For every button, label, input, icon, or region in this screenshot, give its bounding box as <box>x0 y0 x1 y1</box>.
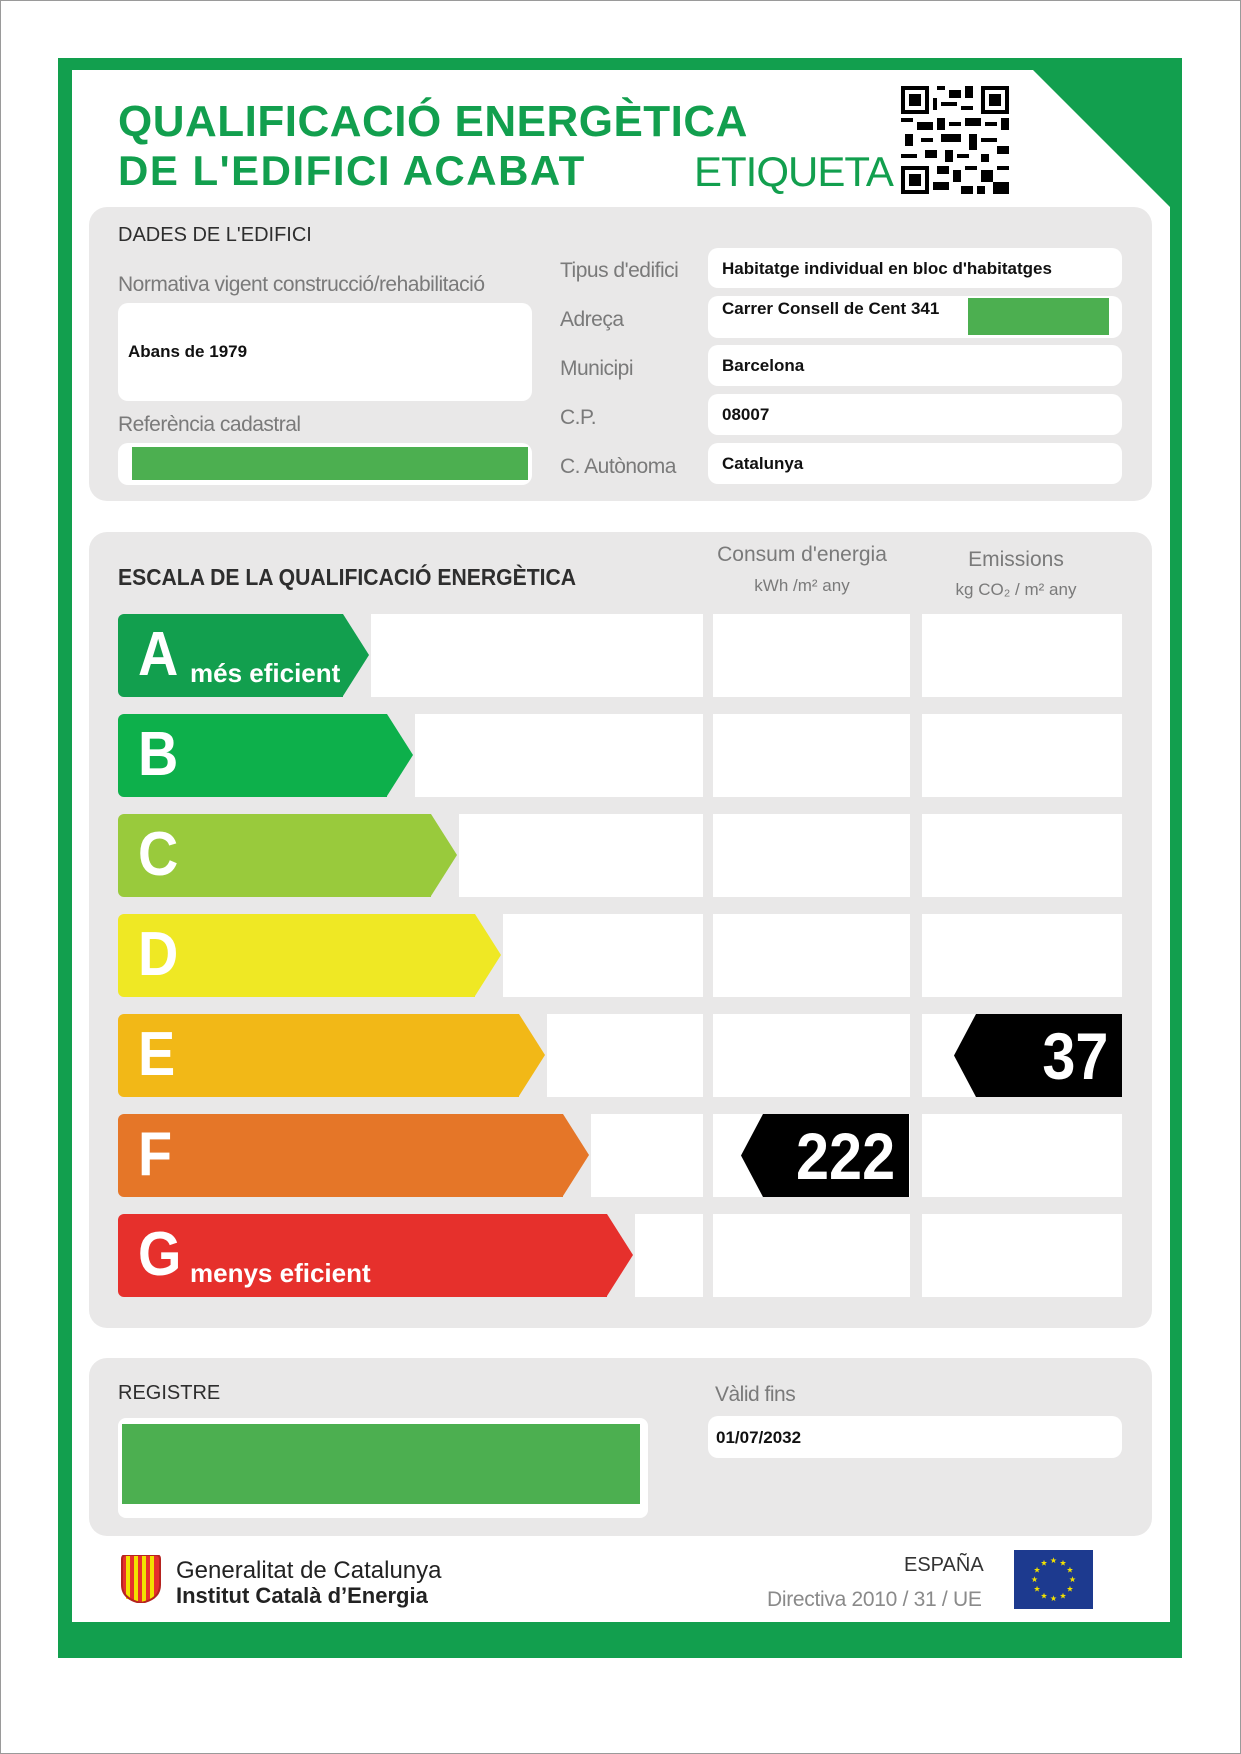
scale-row-band <box>547 1014 703 1097</box>
cp-label: C.P. <box>560 406 597 429</box>
corner-triangle <box>1033 70 1170 207</box>
autonoma-value: Catalunya <box>722 454 804 473</box>
emissions-cell-d <box>922 914 1122 997</box>
emissions-heading: Emissions <box>968 548 1064 571</box>
emissions-cell-b <box>922 714 1122 797</box>
adreca-redaction <box>968 298 1109 335</box>
valid-value: 01/07/2032 <box>716 1428 802 1447</box>
consum-unit: kWh /m² any <box>754 576 850 595</box>
consum-cell-b <box>713 714 910 797</box>
referencia-label: Referència cadastral <box>118 413 301 436</box>
scale-row-d <box>118 914 505 997</box>
class-bar-e <box>118 1014 519 1097</box>
scale-row-a <box>118 614 373 697</box>
rating-value: 222 <box>795 1119 895 1193</box>
autonoma-label: C. Autònoma <box>560 455 676 478</box>
title-line-2: DE L'EDIFICI ACABAT <box>118 147 586 194</box>
consum-cell-d <box>713 914 910 997</box>
scale-row-g <box>118 1214 637 1297</box>
class-letter: G <box>138 1220 182 1289</box>
qr-code-icon[interactable] <box>901 86 1009 194</box>
class-letter: D <box>138 920 179 989</box>
class-bar-f <box>118 1114 563 1197</box>
consum-rating-marker <box>741 1114 909 1197</box>
adreca-value: Carrer Consell de Cent 341 <box>722 299 940 318</box>
scale-row-band <box>371 614 703 697</box>
cp-field <box>708 394 1122 435</box>
normativa-label: Normativa vigent construcció/rehabilitació <box>118 273 485 296</box>
consum-cell-a <box>713 614 910 697</box>
registre-section-title: REGISTRE <box>118 1382 221 1404</box>
generalitat-logo-icon <box>120 1555 162 1603</box>
tipus-label: Tipus d'edifici <box>560 259 679 282</box>
institut-name: Institut Català d’Energia <box>176 1583 428 1608</box>
generalitat-name: Generalitat de Catalunya <box>176 1557 442 1584</box>
class-sublabel: més eficient <box>190 658 341 688</box>
consum-cell-g <box>713 1214 910 1297</box>
adreca-label: Adreça <box>560 308 624 331</box>
emissions-cell-c <box>922 814 1122 897</box>
scale-section-title: ESCALA DE LA QUALIFICACIÓ ENERGÈTICA <box>118 564 577 590</box>
building-section-title: DADES DE L'EDIFICI <box>118 224 312 246</box>
scale-row-f <box>118 1114 593 1197</box>
municipi-label: Municipi <box>560 357 634 380</box>
registre-redaction <box>122 1424 640 1504</box>
class-letter: B <box>138 720 179 789</box>
scale-row-band <box>591 1114 703 1197</box>
class-letter: C <box>138 820 179 889</box>
emissions-cell-g <box>922 1214 1122 1297</box>
consum-cell-c <box>713 814 910 897</box>
class-letter: E <box>138 1020 176 1089</box>
emissions-rating-marker <box>954 1014 1122 1097</box>
scale-row-band <box>415 714 703 797</box>
title-line-1: QUALIFICACIÓ ENERGÈTICA <box>118 97 748 146</box>
normativa-value: Abans de 1979 <box>128 342 248 361</box>
emissions-cell-a <box>922 614 1122 697</box>
class-sublabel: menys eficient <box>190 1258 371 1288</box>
emissions-unit: kg CO₂ / m² any <box>955 580 1077 599</box>
etiqueta-label: ETIQUETA <box>694 148 893 195</box>
class-arrow-tip <box>343 614 369 696</box>
eu-flag-icon <box>1014 1550 1093 1609</box>
directive-label: Directiva 2010 / 31 / UE <box>767 1588 982 1611</box>
scale-row-b <box>118 714 417 797</box>
referencia-redaction <box>132 447 528 480</box>
class-arrow-tip <box>519 1014 545 1096</box>
cp-value: 08007 <box>722 405 770 424</box>
tipus-value: Habitatge individual en bloc d'habitatges <box>722 259 1052 278</box>
municipi-value: Barcelona <box>722 356 805 375</box>
class-letter: F <box>138 1120 173 1189</box>
valid-label: Vàlid fins <box>715 1383 796 1406</box>
consum-heading: Consum d'energia <box>717 543 887 566</box>
scale-row-e <box>118 1014 549 1097</box>
rating-value: 37 <box>1041 1019 1108 1093</box>
country-label: ESPAÑA <box>904 1554 984 1576</box>
class-arrow-tip <box>431 814 457 896</box>
emissions-cell-f <box>922 1114 1122 1197</box>
scale-row-band <box>459 814 703 897</box>
scale-row-band <box>503 914 703 997</box>
scale-row-c <box>118 814 461 897</box>
consum-cell-e <box>713 1014 910 1097</box>
class-arrow-tip <box>387 714 413 796</box>
class-letter: A <box>138 620 179 689</box>
class-arrow-tip <box>607 1214 633 1296</box>
class-arrow-tip <box>563 1114 589 1196</box>
scale-row-band <box>635 1214 703 1297</box>
class-arrow-tip <box>475 914 501 996</box>
